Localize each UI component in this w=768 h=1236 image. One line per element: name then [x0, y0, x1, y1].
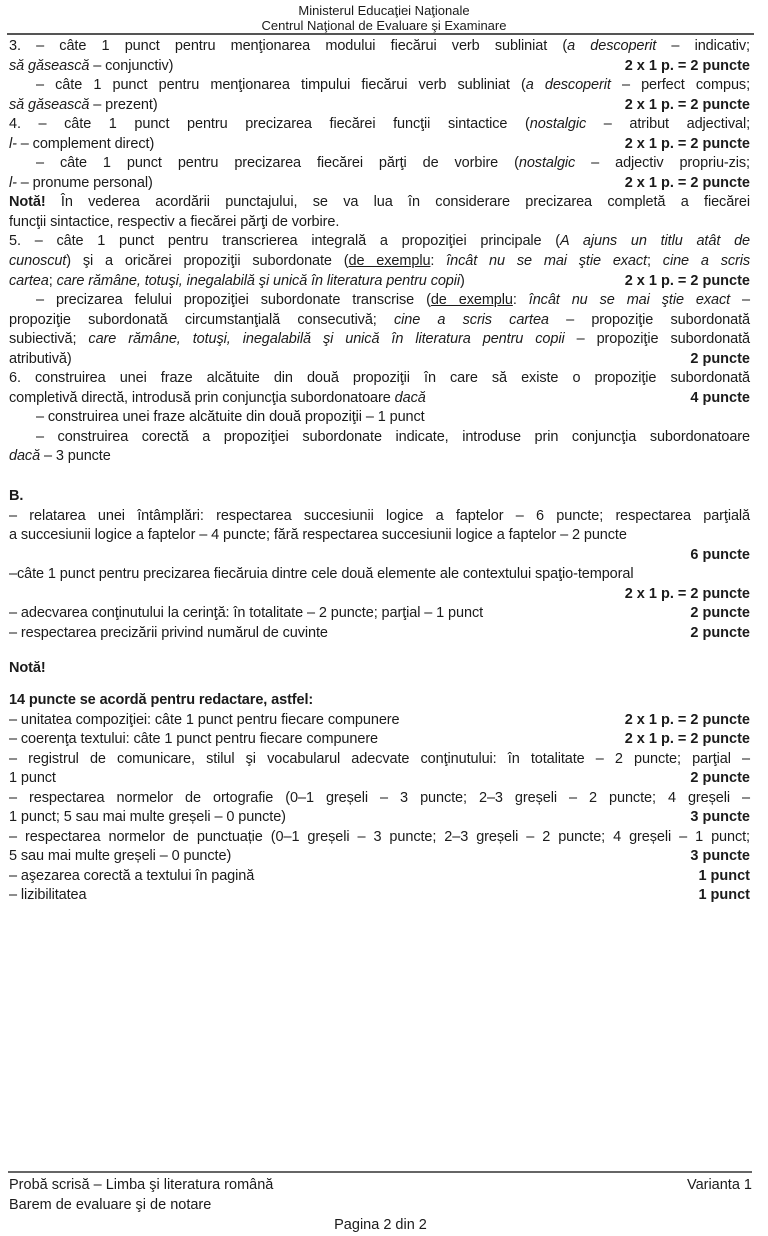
text-run: 4. – câte 1 punct pentru precizarea fiecărei funcţii sintactice ( — [9, 116, 530, 133]
text-run: funcţii sintactice, respectiv a fiecărei părţi de vorbire. — [9, 213, 340, 230]
text-line — [9, 828, 750, 848]
text-run: care rămâne, totuşi, inegalabilă şi unică în literatura pentru copii — [88, 331, 565, 348]
text-run: 5. – câte 1 punct pentru transcrierea integrală a propoziţiei principale ( — [9, 233, 561, 250]
text-run: – precizarea felului propoziţiei subordonate transcrise ( — [36, 292, 431, 309]
text-run: de exemplu — [348, 253, 431, 270]
footer-variant: Varianta 1 — [686, 1177, 752, 1193]
text-run: să găsească — [9, 57, 90, 74]
document-body — [9, 37, 750, 906]
text-line — [9, 311, 750, 331]
text-run: Notă! — [9, 194, 46, 211]
text-line — [9, 507, 750, 527]
text-run: – conjunctiv) — [89, 57, 174, 74]
text-run: ) — [460, 272, 465, 289]
text-run: – lizibilitatea — [9, 887, 87, 904]
text-line — [9, 604, 750, 624]
text-line — [9, 408, 750, 428]
text-run: atributivă) — [9, 350, 72, 367]
text-run: – propoziţie subordonată — [564, 331, 750, 348]
text-line — [9, 154, 750, 174]
points-value: 2 x 1 p. = 2 puncte — [624, 272, 750, 289]
text-run: – adjectiv propriu-zis; — [575, 155, 750, 172]
text-run: ; — [646, 253, 663, 270]
text-run: – respectarea normelor de punctuație (0–1 greșeli – 3 puncte; 2–3 greșeli – 2 puncte; 4 greșeli – 1 punct; — [9, 828, 750, 845]
page-footer — [9, 1176, 752, 1236]
text-run: subiectivă; — [9, 331, 89, 348]
text-line — [9, 750, 750, 770]
text-run: cine a scris — [662, 253, 751, 270]
page-header — [0, 4, 768, 33]
text-line — [9, 847, 750, 867]
text-run: – respectarea precizării privind numărul de cuvinte — [9, 624, 328, 641]
footer-page-number: Pagina 2 din 2 — [334, 1217, 427, 1233]
text-line — [9, 330, 750, 350]
text-line — [9, 585, 750, 605]
text-run: –câte 1 punct pentru precizarea fiecăruia dintre cele două elemente ale contextului spaţio-temporal — [9, 566, 634, 583]
text-run: – perfect compus; — [610, 77, 751, 94]
points-value: 2 puncte — [690, 624, 750, 641]
text-run: – 3 puncte — [40, 448, 111, 465]
text-line — [9, 659, 750, 679]
points-value: 2 x 1 p. = 2 puncte — [624, 57, 750, 74]
points-value: 2 x 1 p. = 2 puncte — [624, 135, 750, 152]
text-line — [9, 546, 750, 566]
points-value: 1 punct — [698, 867, 750, 884]
text-run: de exemplu — [430, 292, 513, 309]
text-line — [9, 691, 750, 711]
header-ministry: Ministerul Educaţiei Naţionale — [298, 3, 470, 18]
points-value: 6 puncte — [690, 546, 750, 563]
text-run: cartea — [9, 272, 49, 289]
footer-doc-type: Barem de evaluare şi de notare — [9, 1196, 212, 1213]
text-run: cine a scris cartea — [393, 311, 549, 328]
footer-exam-title: Probă scrisă – Limba şi literatura română — [9, 1177, 274, 1193]
text-line — [9, 526, 750, 546]
text-line — [9, 57, 750, 77]
text-run: a descoperit — [567, 38, 657, 54]
text-line — [9, 565, 750, 585]
text-run: să găsească — [9, 96, 90, 113]
text-run: – aşezarea corectă a textului în pagină — [9, 867, 255, 884]
text-line — [9, 213, 750, 233]
points-value: 2 x 1 p. = 2 puncte — [624, 96, 750, 113]
text-line — [9, 867, 750, 887]
text-line — [9, 886, 750, 906]
text-run: l- — [9, 174, 17, 191]
text-run: cunoscut — [9, 253, 67, 270]
text-run: – complement direct) — [16, 135, 155, 152]
text-run: – propoziţie subordonată — [548, 311, 750, 328]
text-run: care rămâne, totuşi, inegalabilă şi unică în literatura pentru copii — [56, 272, 461, 289]
text-run: – construirea corectă a propoziţiei subordonate indicate, introduse prin conjuncţia subordonatoare — [36, 428, 750, 445]
text-run: – prezent) — [89, 96, 158, 113]
text-run: 3. – câte 1 punct pentru menţionarea modului fiecărui verb subliniat ( — [9, 38, 568, 54]
text-run: dacă — [9, 448, 41, 465]
text-run: propoziţie subordonată circumstanţială consecutivă; — [9, 311, 394, 328]
points-value: 2 puncte — [690, 605, 750, 622]
text-line — [9, 272, 750, 292]
text-line — [9, 174, 750, 194]
text-line — [9, 389, 750, 409]
text-run: – relatarea unei întâmplări: respectarea succesiunii logice a faptelor – 6 puncte; respectarea parţială — [9, 507, 750, 524]
text-run: 1 punct; 5 sau mai multe greșeli – 0 puncte) — [9, 809, 286, 826]
text-run: A ajuns un titlu atât de — [560, 233, 750, 250]
text-run: – unitatea compoziţiei: câte 1 punct pentru fiecare compunere — [9, 711, 400, 728]
text-line — [9, 135, 750, 155]
text-line — [9, 76, 750, 96]
header-center: Centrul Naţional de Evaluare şi Examinare — [261, 17, 507, 33]
text-run: ; — [48, 272, 57, 289]
text-line — [9, 350, 750, 370]
points-value: 2 puncte — [690, 350, 750, 367]
text-run: : — [512, 292, 529, 309]
text-line — [9, 291, 750, 311]
text-run: 6. construirea unei fraze alcătuite din două propoziţii în care să existe o propoziţie subordonată — [9, 370, 750, 387]
text-line — [9, 96, 750, 116]
text-line — [9, 369, 750, 389]
text-run: – respectarea normelor de ortografie (0–1 greșeli – 3 puncte; 2–3 greșeli – 2 puncte; 4 greșeli – — [9, 789, 750, 806]
text-run: nostalgic — [529, 116, 587, 133]
text-run: – câte 1 punct pentru precizarea fiecărei părţi de vorbire ( — [36, 155, 519, 172]
text-run: – registrul de comunicare, stilul şi vocabularul adecvate conţinutului: în totalitate – 2 puncte; parţial – — [9, 750, 750, 767]
text-run: a descoperit — [525, 77, 611, 94]
text-line — [9, 232, 750, 252]
text-run: În vederea acordării punctajului, se va lua în considerare precizarea completă a fiecărei — [45, 194, 750, 211]
text-run: completivă directă, introdusă prin conjuncţia subordonatoare — [9, 389, 395, 406]
text-run: – câte 1 punct pentru menţionarea timpului fiecărui verb subliniat ( — [36, 77, 526, 94]
text-run: l- — [9, 135, 17, 152]
text-run: nostalgic — [518, 155, 576, 172]
points-value: 2 x 1 p. = 2 puncte — [624, 711, 750, 728]
points-value: 3 puncte — [690, 848, 750, 865]
text-line — [9, 769, 750, 789]
text-line — [9, 37, 750, 57]
points-value: 2 puncte — [690, 770, 750, 787]
text-run: B. — [9, 488, 24, 505]
text-run: – construirea unei fraze alcătuite din două propoziţii – 1 punct — [36, 409, 425, 426]
text-run: ) şi a oricărei propoziţii subordonate ( — [66, 253, 349, 270]
text-line — [9, 730, 750, 750]
text-line — [9, 115, 750, 135]
text-run: încât nu se mai ştie exact — [528, 292, 731, 309]
text-line — [9, 487, 750, 507]
points-value: 2 x 1 p. = 2 puncte — [624, 585, 750, 602]
points-value: 1 punct — [698, 887, 750, 904]
text-line — [9, 252, 750, 272]
text-run: 5 sau mai multe greșeli – 0 puncte) — [9, 848, 232, 865]
text-line — [9, 624, 750, 644]
text-run: 14 puncte se acordă pentru redactare, astfel: — [9, 691, 314, 708]
footer-row — [9, 1176, 752, 1196]
text-run: dacă — [394, 389, 426, 406]
points-value: 3 puncte — [690, 809, 750, 826]
text-line — [9, 447, 750, 467]
text-run: – indicativ; — [656, 38, 750, 54]
footer-rule — [8, 1171, 752, 1173]
text-run: – adecvarea conţinutului la cerinţă: în totalitate – 2 puncte; parţial – 1 punct — [9, 605, 484, 622]
text-line — [9, 193, 750, 213]
header-rule — [7, 33, 754, 35]
text-run: : — [430, 253, 447, 270]
points-value: 4 puncte — [690, 389, 750, 406]
text-line — [9, 808, 750, 828]
text-line — [9, 711, 750, 731]
text-run: 1 punct — [9, 770, 56, 787]
text-line — [9, 428, 750, 448]
text-run: încât nu se mai ştie exact — [446, 253, 647, 270]
text-run: Notă! — [9, 660, 46, 677]
text-run: – coerenţa textului: câte 1 punct pentru fiecare compunere — [9, 731, 379, 748]
text-run: a succesiunii logice a faptelor – 4 puncte; fără respectarea succesiunii logice a faptelor – 2 puncte — [9, 527, 627, 544]
text-run: – — [730, 292, 751, 309]
points-value: 2 x 1 p. = 2 puncte — [624, 731, 750, 748]
text-run: – pronume personal) — [16, 174, 153, 191]
text-line — [9, 789, 750, 809]
text-run: – atribut adjectival; — [586, 116, 751, 133]
points-value: 2 x 1 p. = 2 puncte — [624, 174, 750, 191]
